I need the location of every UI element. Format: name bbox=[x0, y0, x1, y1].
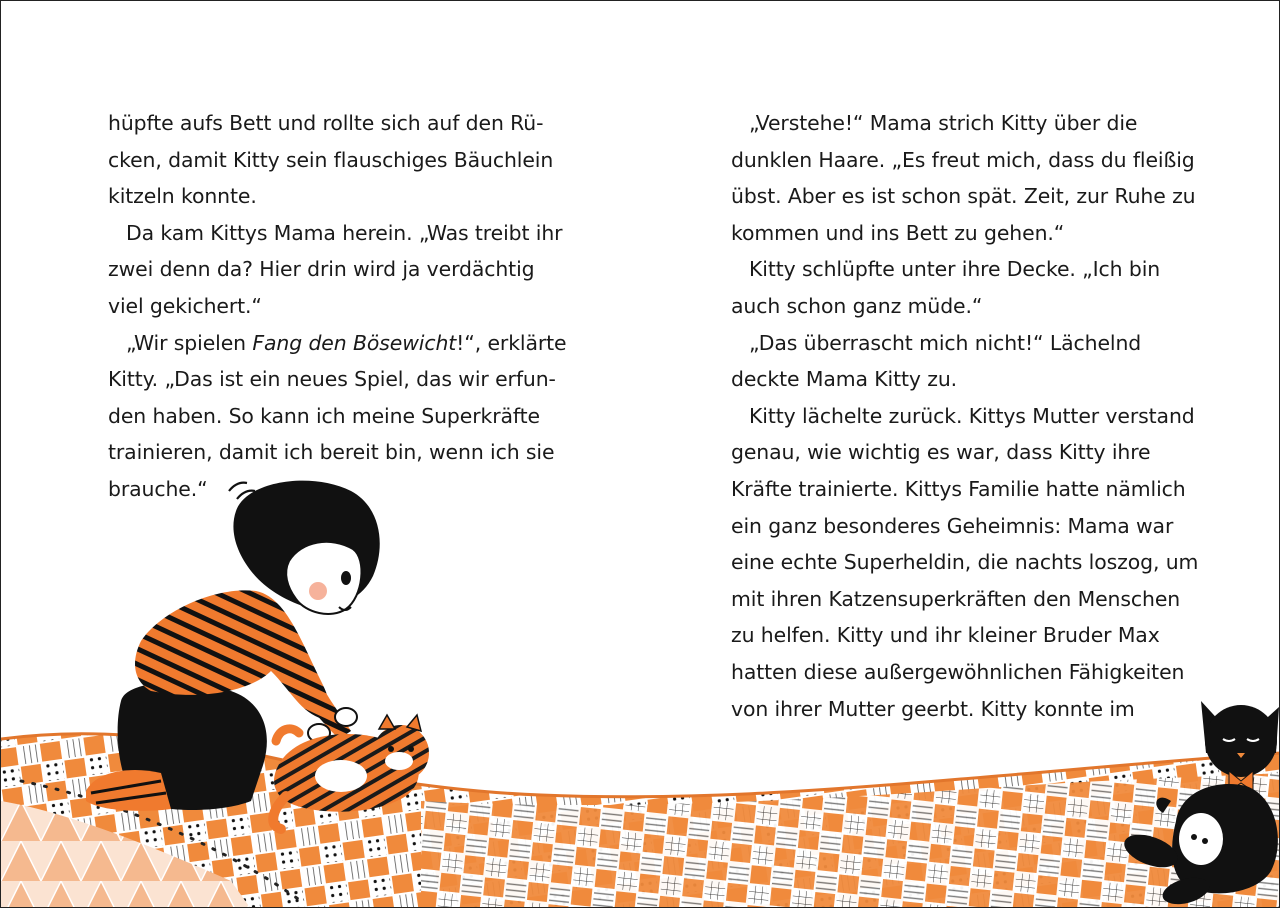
text-line: den haben. So kann ich meine Superkräfte bbox=[108, 403, 540, 428]
text-line: hatten diese außergewöhnlichen Fähigkeiten bbox=[731, 659, 1185, 684]
text-run: „Wir spielen bbox=[126, 330, 253, 355]
text-line: zwei denn da? Hier drin wird ja verdächtig bbox=[108, 257, 535, 282]
text-line: zu helfen. Kitty und ihr kleiner Bruder Max bbox=[731, 623, 1160, 648]
text-line: mit ihren Katzensuperkräften den Menschen bbox=[731, 586, 1181, 611]
text-line: trainieren, damit ich bereit bin, wenn ich sie bbox=[108, 440, 555, 465]
text-line: ein ganz besonderes Geheimnis: Mama war bbox=[731, 513, 1174, 538]
text-line: Kitty lächelte zurück. Kittys Mutter verstand bbox=[749, 403, 1195, 428]
left-page-text bbox=[108, 105, 567, 508]
text-line: eine echte Superheldin, die nachts loszog, um bbox=[731, 550, 1199, 575]
text-line: Da kam Kittys Mama herein. „Was treibt ihr bbox=[126, 220, 563, 245]
right-page-text bbox=[731, 105, 1198, 727]
text-line: brauche.“ bbox=[108, 476, 208, 501]
text-line: genau, wie wichtig es war, dass Kitty ihre bbox=[731, 440, 1151, 465]
text-line: viel gekichert.“ bbox=[108, 293, 262, 318]
text-line: übst. Aber es ist schon spät. Zeit, zur Ruhe zu bbox=[731, 184, 1196, 209]
text-line: „Verstehe!“ Mama strich Kitty über die bbox=[749, 111, 1138, 135]
text-line: kitzeln konnte. bbox=[108, 184, 257, 209]
text-line: von ihrer Mutter geerbt. Kitty konnte im bbox=[731, 696, 1135, 721]
game-title-italic: Fang den Bösewicht bbox=[252, 330, 457, 355]
text-line: auch schon ganz müde.“ bbox=[731, 293, 983, 318]
text-line: hüpfte aufs Bett und rollte sich auf den Rü- bbox=[108, 111, 544, 135]
text-run: !“, erklärte bbox=[456, 330, 567, 355]
text-line: dunklen Haare. „Es freut mich, dass du fleißig bbox=[731, 147, 1195, 172]
text-line: Kitty schlüpfte unter ihre Decke. „Ich bin bbox=[749, 257, 1161, 282]
text-line: Kräfte trainierte. Kittys Familie hatte nämlich bbox=[731, 476, 1186, 501]
text-line: kommen und ins Bett zu gehen.“ bbox=[731, 220, 1065, 245]
text-line: Kitty. „Das ist ein neues Spiel, das wir erfun- bbox=[108, 367, 556, 392]
text-line: cken, damit Kitty sein flauschiges Bäuchlein bbox=[108, 147, 554, 172]
text-line bbox=[108, 325, 567, 362]
text-line: deckte Mama Kitty zu. bbox=[731, 367, 958, 392]
text-line: „Das überrascht mich nicht!“ Lächelnd bbox=[749, 330, 1142, 355]
